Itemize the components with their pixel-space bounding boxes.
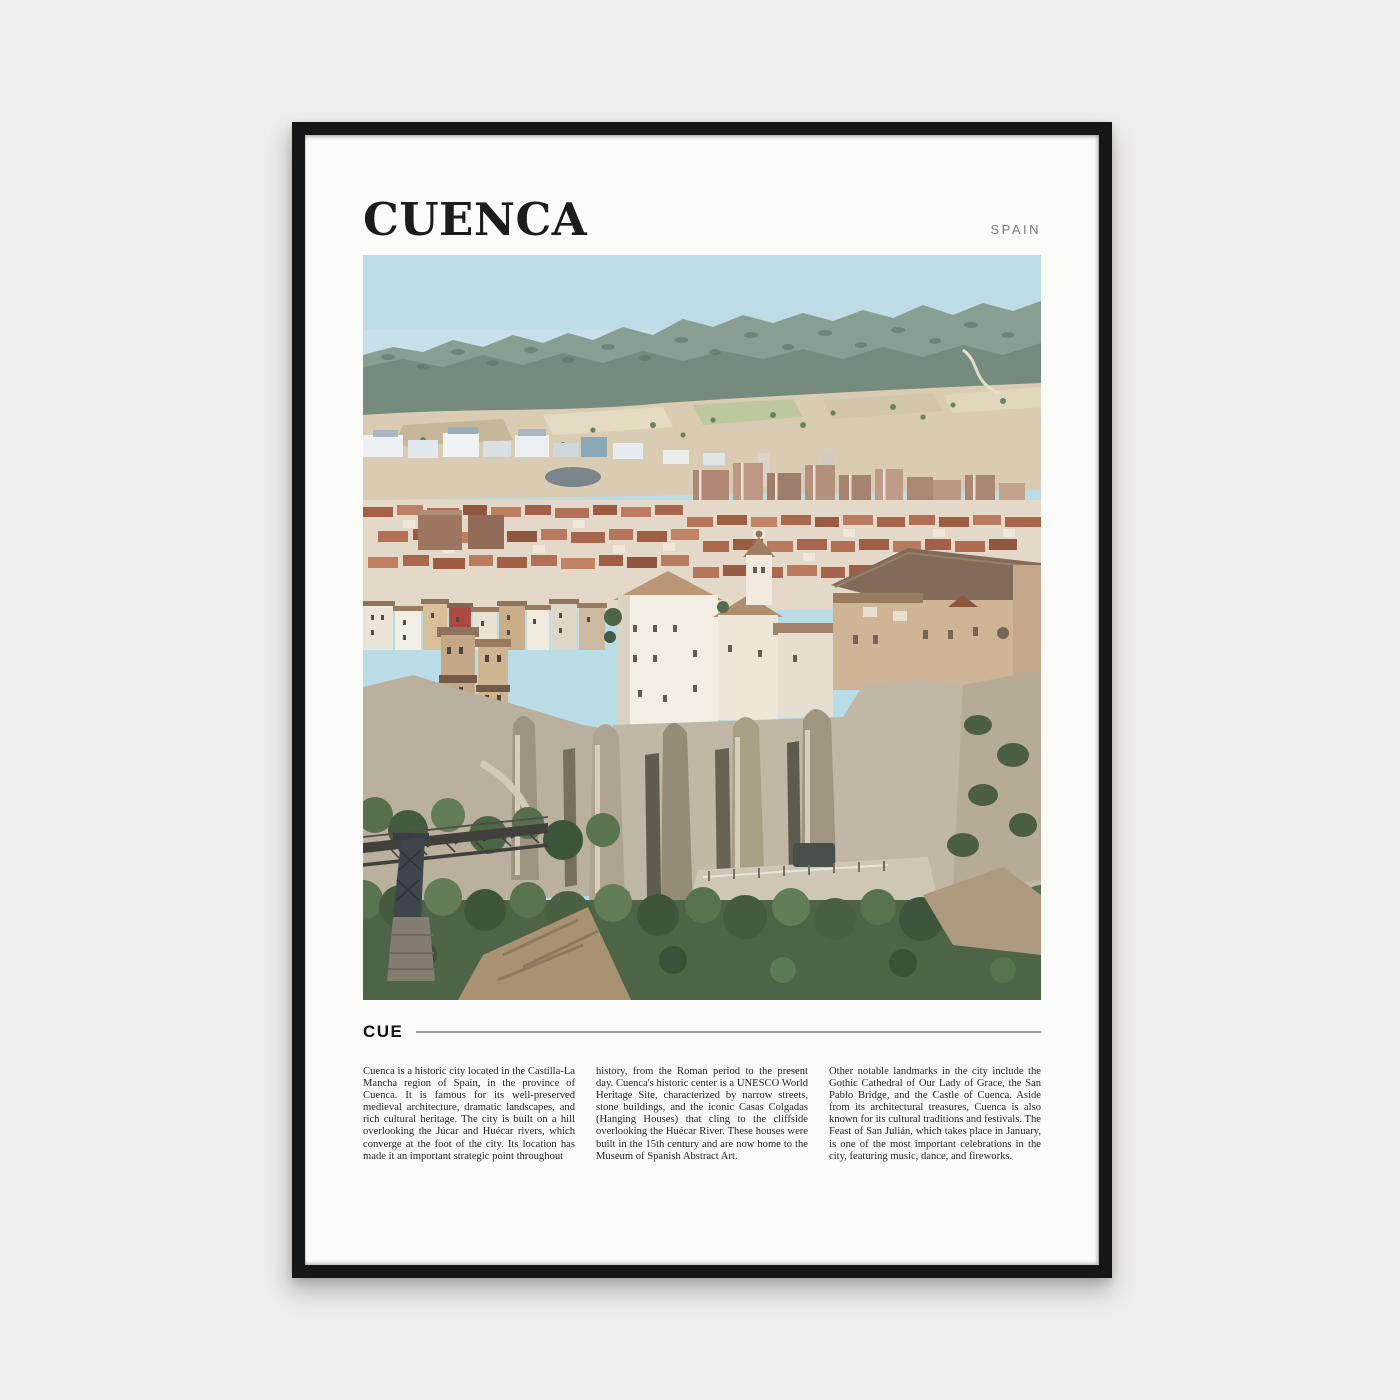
section-row <box>363 1022 1041 1042</box>
picture-frame <box>292 122 1112 1278</box>
page-title: CUENCA <box>363 193 588 246</box>
travel-poster <box>305 135 1099 1265</box>
body-columns <box>363 1066 1041 1163</box>
divider-line <box>416 1031 1041 1033</box>
body-column-2: history, from the Roman period to the present day. Cuenca's historic center is a UNESCO World Heritage Site, characterized by narrow streets, stone buildings, and the iconic Casas Colgadas (Hanging Houses) that cling to the cliffside overlooking the Huécar River. These houses were built in the 15th century and are now home to the Museum of Spanish Abstract Art. <box>596 1066 808 1162</box>
cuenca-photo <box>363 255 1041 1000</box>
body-column-1: Cuenca is a historic city located in the Castilla-La Mancha region of Spain, in the province of Cuenca. It is famous for its well-preserved medieval architecture, dramatic landscapes, and rich cultural heritage. The city is built on a hill overlooking the Júcar and Huécar rivers, which converge at the foot of the city. Its location has made it an important strategic point throughout <box>363 1066 575 1162</box>
cuenca-cityscape-illustration <box>363 255 1041 1000</box>
country-label: SPAIN <box>990 222 1041 237</box>
body-column-3: Other notable landmarks in the city include the Gothic Cathedral of Our Lady of Grace, the San Pablo Bridge, and the Castle of Cuenca. Aside from its architectural treasures, Cuenca is also known for its cultural traditions and festivals. The Feast of San Julián, which takes place in January, is one of the most important celebrations in the city, featuring music, dance, and fireworks. <box>829 1066 1041 1162</box>
section-heading: CUE <box>363 1022 404 1041</box>
poster-header <box>363 193 1041 246</box>
